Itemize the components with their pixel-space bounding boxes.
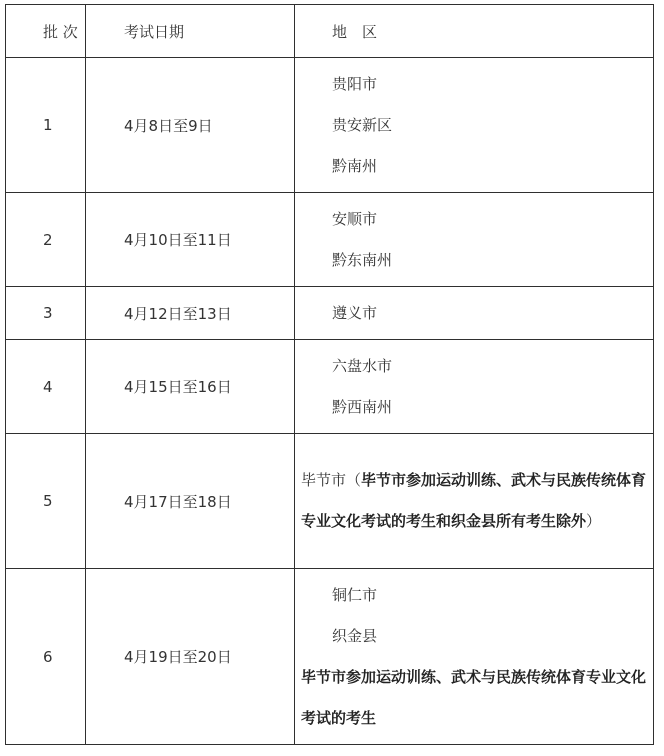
region-cell bbox=[295, 434, 654, 569]
header-region: 地 区 bbox=[295, 5, 654, 58]
region-item: 织金县 bbox=[332, 626, 378, 645]
region-item: 六盘水市 bbox=[332, 356, 393, 375]
region-item: 遵义市 bbox=[332, 303, 378, 322]
region-item: 黔西南州 bbox=[332, 397, 393, 416]
batch-number: 1 bbox=[6, 58, 86, 193]
region-item: 黔东南州 bbox=[332, 250, 393, 269]
batch-number: 3 bbox=[6, 287, 86, 340]
region-cell bbox=[295, 58, 654, 193]
table-row bbox=[6, 287, 654, 340]
region-cell bbox=[295, 287, 654, 340]
region-item: 安顺市 bbox=[332, 209, 378, 228]
region-cell bbox=[295, 569, 654, 745]
table-row bbox=[6, 569, 654, 745]
region-item: 贵安新区 bbox=[332, 115, 393, 134]
table-row bbox=[6, 340, 654, 434]
exam-date: 4月15日至16日 bbox=[86, 340, 295, 434]
region-item: 铜仁市 bbox=[332, 585, 378, 604]
region-special-note: 毕节市参加运动训练、武术与民族传统体育专业文化考试的考生 bbox=[301, 667, 647, 727]
region-exception-note: 毕节市参加运动训练、武术与民族传统体育专业文化考试的考生和织金县所有考生除外 bbox=[301, 471, 647, 530]
region-plain: 毕节市（ bbox=[301, 471, 362, 489]
region-cell bbox=[295, 340, 654, 434]
exam-date: 4月17日至18日 bbox=[86, 434, 295, 569]
region-item: 贵阳市 bbox=[332, 74, 378, 93]
exam-date: 4月10日至11日 bbox=[86, 193, 295, 287]
header-exam-date: 考试日期 bbox=[86, 5, 295, 58]
exam-date: 4月8日至9日 bbox=[86, 58, 295, 193]
table-row bbox=[6, 434, 654, 569]
region-text bbox=[301, 460, 647, 542]
batch-number: 4 bbox=[6, 340, 86, 434]
batch-number: 2 bbox=[6, 193, 86, 287]
table-row bbox=[6, 193, 654, 287]
table-header-row bbox=[6, 5, 654, 58]
exam-schedule-table bbox=[5, 4, 654, 745]
batch-number: 5 bbox=[6, 434, 86, 569]
region-cell bbox=[295, 193, 654, 287]
region-item: 黔南州 bbox=[332, 156, 378, 175]
exam-date: 4月12日至13日 bbox=[86, 287, 295, 340]
header-batch: 批 次 bbox=[6, 5, 86, 58]
exam-date: 4月19日至20日 bbox=[86, 569, 295, 745]
table-row bbox=[6, 58, 654, 193]
region-close: ） bbox=[586, 512, 602, 530]
batch-number: 6 bbox=[6, 569, 86, 745]
